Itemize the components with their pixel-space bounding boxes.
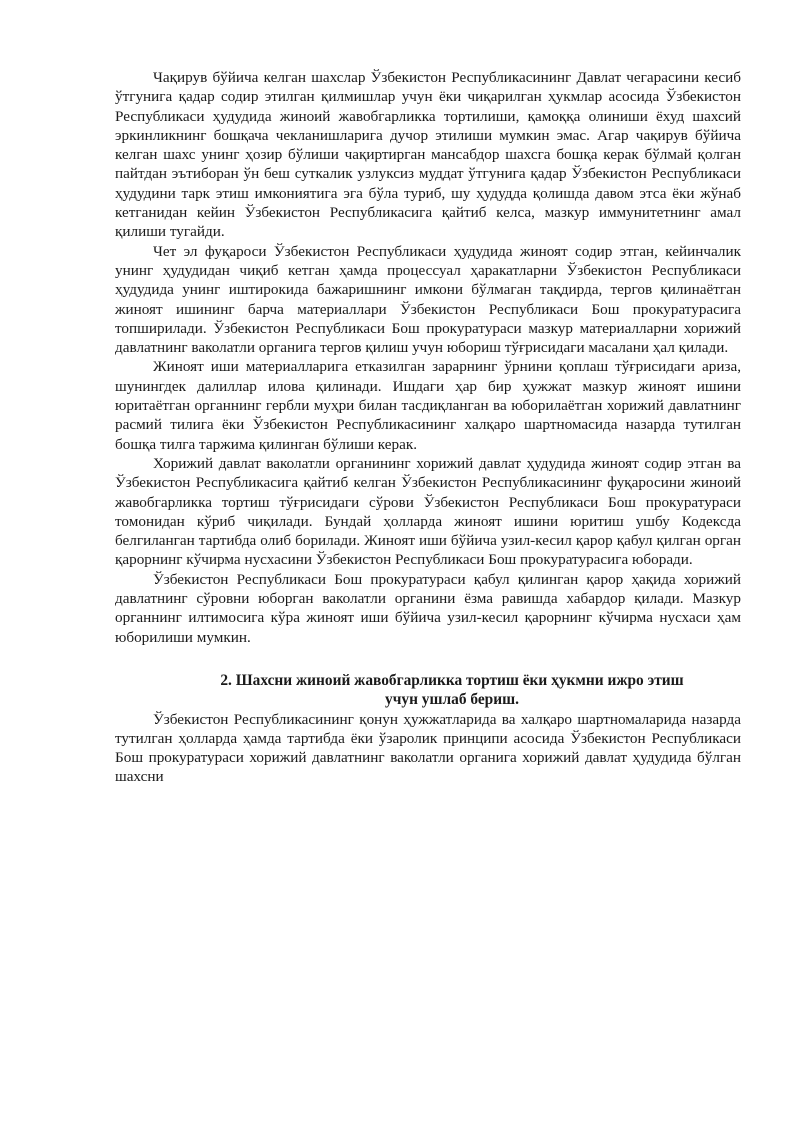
paragraph-foreign-request: Хорижий давлат ваколатли органининг хорижий давлат ҳудудида жиноят содир этган ва Ўзбекистон Республикасига қайтиб келган Ўзбекистон Республикасининг фуқаросини жиноий жавобгарликка тортиш тўғрисидаги сўрови Ўзбекистон Республикаси Бош прокуратураси томонидан кўриб чиқилади. Бундай ҳолларда жиноят ишини юритиш ушбу Кодексда белгиланган тартибда олиб борилади. Жиноят иши бўйича узил-кесил қарор қабул қилган орган қарорнинг кўчирма нусхасини Ўзбекистон Республикаси Бош прокуратурасига юборади. <box>115 454 741 569</box>
section-heading-line-2: учун ушлаб бериш. <box>385 691 519 709</box>
document-body <box>115 68 741 787</box>
paragraph-extradition: Ўзбекистон Республикасининг қонун ҳужжатларида ва халқаро шартномаларида назарда тутилган ҳолларда ҳамда тартибда ёки ўзаролик принципи асосида Ўзбекистон Республикаси Бош прокуратураси хорижий давлатнинг ваколатли органига хорижий давлат ҳудудида бўлган шахсни <box>115 710 741 786</box>
paragraph-immunity: Чақирув бўйича келган шахслар Ўзбекистон Республикасининг Давлат чегарасини кесиб ўтгунига қадар содир этилган қилмишлар учун ёки чиқарилган ҳукмлар асосида Ўзбекистон Республикаси ҳудудида жиноий жавобгарликка тортилиши, қамоққа олиниши ёхуд шахсий эркинликнинг бошқача чекланишларига дучор этилиши мумкин эмас. Агар чақирув бўйича келган шахс унинг ҳозир бўлиши чақиртирган мансабдор шахсга бошқа керак бўлмай қолган пайтдан эътиборан ўн беш суткалик узлуксиз муддат ўтгунига қадар Ўзбекистон Республикаси ҳудудини тарк этиш имкониятига эга бўла туриб, шу ҳудудда қолишда давом этса ёки жўнаб кетганидан кейин Ўзбекистон Республикасига қайтиб келса, мазкур иммунитетнинг амал қилиши тугайди. <box>115 69 741 241</box>
section-heading <box>115 671 741 710</box>
section-heading-line-1: 2. Шахсни жиноий жавобгарликка тортиш ёки ҳукмни ижро этиш <box>220 671 684 689</box>
paragraph-materials: Жиноят иши материалларига етказилган зарарнинг ўрнини қоплаш тўғрисидаги ариза, шунингдек далиллар илова қилинади. Ишдаги ҳар бир ҳужжат мазкур жиноят ишини юритаётган органнинг гербли муҳри билан тасдиқланган ва юборилаётган хорижий давлатнинг расмий тилига ёки Ўзбекистон Республикасининг халқаро шартномасида назарда тутилган бошқа тилга таржима қилинган бўлиши керак. <box>115 358 741 453</box>
paragraph-foreign-citizen: Чет эл фуқароси Ўзбекистон Республикаси ҳудудида жиноят содир этган, кейинчалик унинг ҳудудидан чиқиб кетган ҳамда процессуал ҳаракатларни Ўзбекистон Республикаси ҳудудида унинг иштирокида бажаришнинг имкони бўлмаган тақдирда, тергов қилинаётган жиноят ишининг барча материаллари Ўзбекистон Республикаси Бош прокуратурасига топширилади. Ўзбекистон Республикаси Бош прокуратураси мазкур материалларни хорижий давлатнинг ваколатли органига тергов қилиш учун юбориш тўғрисидаги масалани ҳал қилади. <box>115 242 741 357</box>
paragraph-notification: Ўзбекистон Республикаси Бош прокуратураси қабул қилинган қарор ҳақида хорижий давлатнинг сўровни юборган ваколатли органини ёзма равишда хабардор қилади. Мазкур органнинг илтимосига кўра жиноят иши бўйича узил-кесил қарорнинг кўчирма нусхаси ҳам юборилиши мумкин. <box>115 570 741 646</box>
